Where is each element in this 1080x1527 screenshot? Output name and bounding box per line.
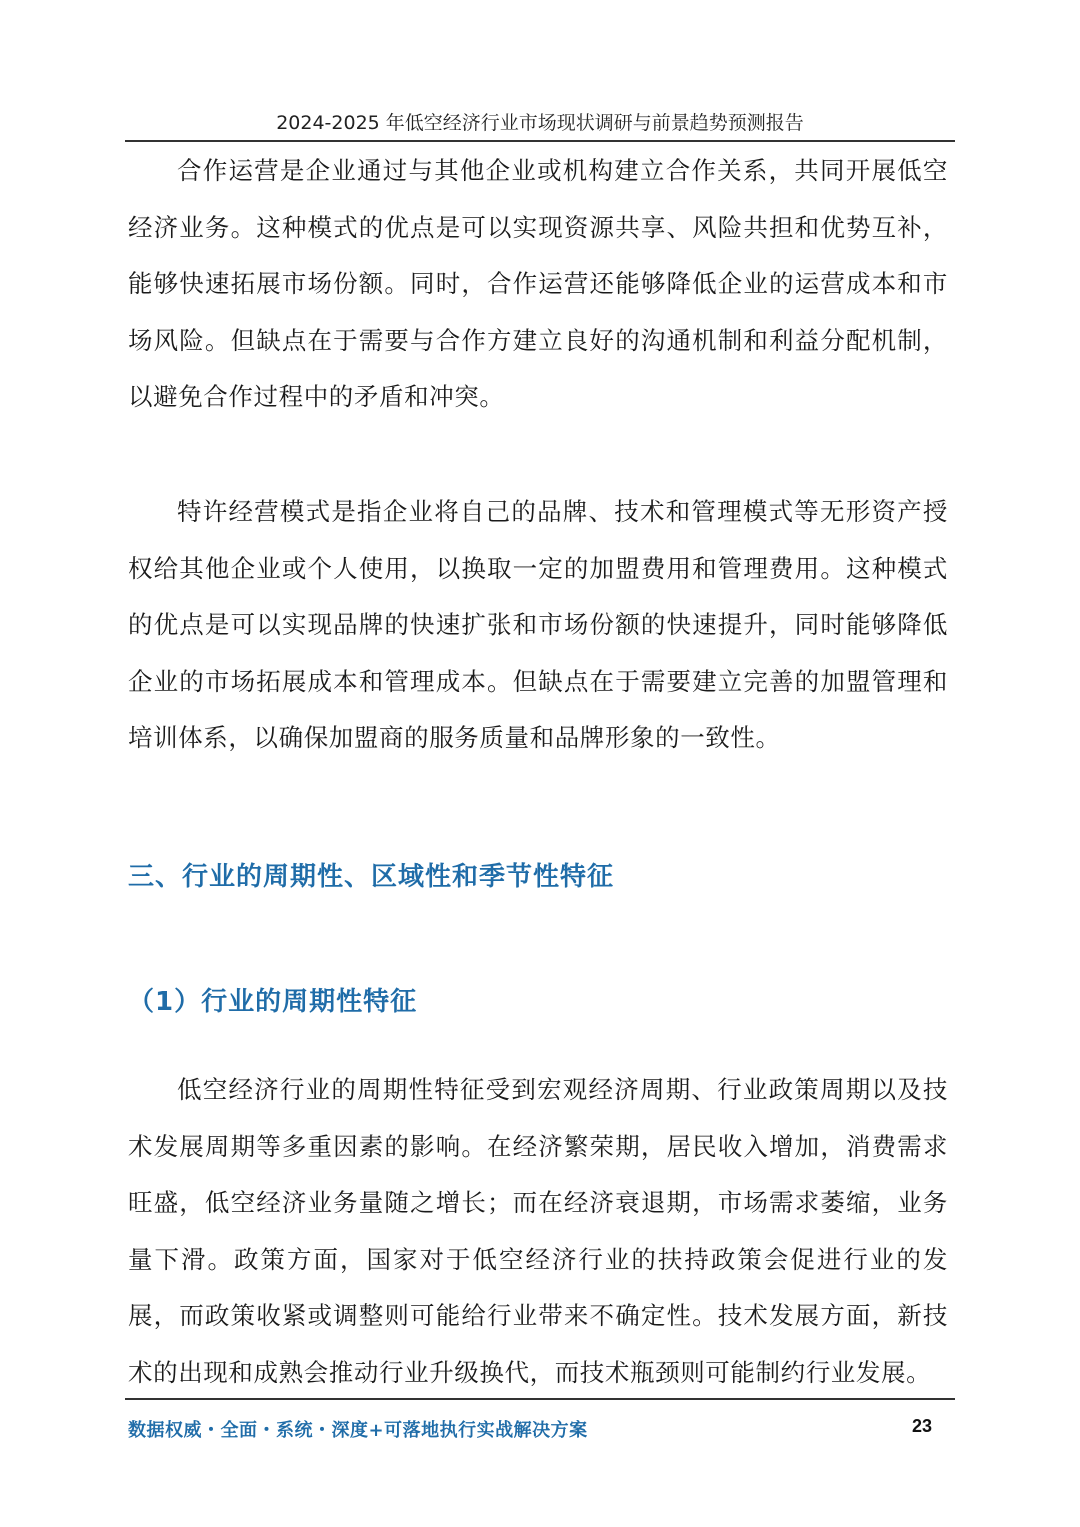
paragraph-cyclical-features: 低空经济行业的周期性特征受到宏观经济周期、行业政策周期以及技术发展周期等多重因素的影响。在经济繁荣期，居民收入增加，消费需求旺盛，低空经济业务量随之增长；而在经济衰退期，市场需求萎缩，业务量下滑。政策方面，国家对于低空经济行业的扶持政策会促进行业的发展，而政策收紧或调整则可能给行业带来不确定性。技术发展方面，新技术的出现和成熟会推动行业升级换代，而技术瓶颈则可能制约行业发展。 [128, 1075, 948, 1387]
footer-slogan: 数据权威・全面・系统・深度+可落地执行实战解决方案 [128, 1420, 588, 1441]
footer-divider [125, 1398, 955, 1400]
paragraph-cooperative-operation: 合作运营是企业通过与其他企业或机构建立合作关系，共同开展低空经济业务。这种模式的优点是可以实现资源共享、风险共担和优势互补，能够快速拓展市场份额。同时，合作运营还能够降低企业的运营成本和市场风险。但缺点在于需要与合作方建立良好的沟通机制和利益分配机制，以避免合作过程中的矛盾和冲突。 [128, 156, 948, 412]
page-number: 23 [911, 1416, 932, 1436]
header-divider [125, 140, 955, 142]
paragraph-franchise-model: 特许经营模式是指企业将自己的品牌、技术和管理模式等无形资产授权给其他企业或个人使用，以换取一定的加盟费用和管理费用。这种模式的优点是可以实现品牌的快速扩张和市场份额的快速提升，同时能够降低企业的市场拓展成本和管理成本。但缺点在于需要建立完善的加盟管理和培训体系，以确保加盟商的服务质量和品牌形象的一致性。 [128, 497, 948, 753]
section-heading: 三、行业的周期性、区域性和季节性特征 [128, 861, 615, 892]
running-header-title: 2024-2025 年低空经济行业市场现状调研与前景趋势预测报告 [276, 112, 804, 134]
subsection-heading: （1）行业的周期性特征 [128, 987, 418, 1017]
